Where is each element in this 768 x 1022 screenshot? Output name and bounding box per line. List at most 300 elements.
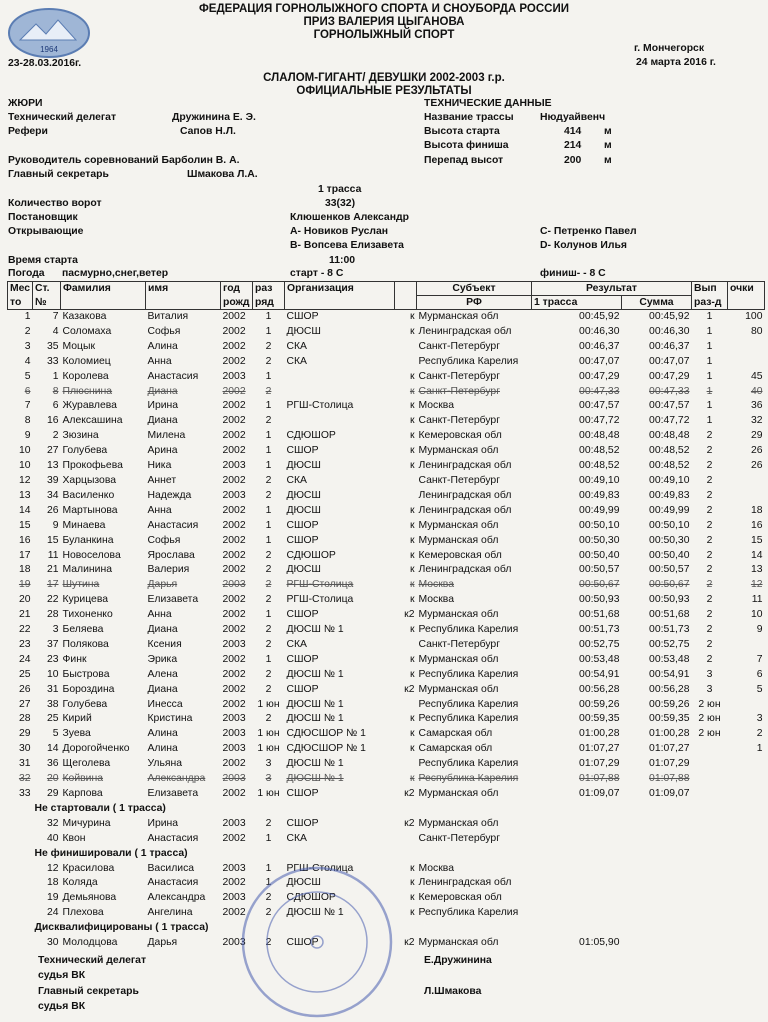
region: Ленинградская обл [418, 504, 512, 516]
total-time: 00:51,73 [649, 624, 690, 636]
birth-year: 2002 [222, 594, 246, 606]
vyp [692, 772, 728, 787]
col-rank: раз [253, 282, 285, 296]
points: 7 [756, 653, 763, 665]
first-name: Ангелина [147, 907, 193, 919]
region: Москва [418, 594, 454, 606]
points [728, 355, 765, 370]
result-row [8, 623, 765, 638]
run1-time: 01:09,07 [579, 788, 620, 799]
rank: 2 [265, 579, 272, 591]
logo-year: 1964 [40, 45, 58, 54]
total-time: 00:48,52 [649, 460, 690, 472]
surname: Журавлева [62, 400, 117, 412]
region: Санкт-Петербург [418, 474, 500, 486]
k-mark: к [409, 311, 415, 322]
surname: Казакова [62, 311, 107, 322]
place: 13 [18, 489, 31, 501]
total-time: 00:47,57 [649, 400, 690, 412]
course-value: Нюдуайвенч [540, 112, 606, 123]
total-time [622, 876, 692, 891]
organization: ДЮСШ [286, 877, 321, 889]
organization: СШОР [286, 937, 319, 949]
forerunner-c: С- Петренко Павел [540, 226, 637, 237]
header-sport: ГОРНОЛЫЖНЫЙ СПОРТ [313, 29, 455, 41]
vyp: 2 юн [698, 713, 721, 725]
header-federation: ФЕДЕРАЦИЯ ГОРНОЛЫЖНОГО СПОРТА И СНОУБОРДА РОССИИ [198, 3, 570, 15]
bib: 8 [52, 385, 59, 397]
points: 80 [750, 325, 763, 337]
forerunner-b: В- Вопсева Елизавета [290, 240, 404, 251]
surname: Коляда [62, 877, 98, 889]
footer-td-label: Технический делегат [38, 955, 147, 966]
tech-title: ТЕХНИЧЕСКИЕ ДАННЫЕ [424, 98, 552, 109]
birth-year: 2003 [222, 713, 246, 725]
place: 2 [24, 325, 31, 337]
place: 23 [18, 638, 31, 650]
points: 26 [750, 445, 763, 457]
k-mark: к [409, 579, 415, 591]
run1-time: 00:50,57 [579, 564, 620, 576]
result-row [8, 593, 765, 608]
vyp [692, 742, 728, 757]
vyp: 1 [706, 311, 713, 322]
place: 9 [24, 430, 31, 442]
k-mark [395, 355, 417, 370]
surname: Новоселова [62, 549, 121, 561]
bib: 35 [46, 340, 59, 352]
weather-label: Погода [8, 268, 45, 279]
finish-alt-value: 214 [564, 140, 582, 151]
run1-time: 00:50,10 [579, 519, 620, 531]
place [8, 906, 33, 921]
surname: Дорогойченко [62, 743, 130, 755]
organization [285, 385, 395, 400]
result-row [8, 757, 765, 772]
col-vyp-2: раз-д [692, 296, 728, 310]
rank: 2 [265, 817, 272, 829]
result-row [8, 549, 765, 564]
points [728, 862, 765, 877]
points [728, 906, 765, 921]
place: 31 [18, 758, 31, 770]
points [728, 817, 765, 832]
points [728, 832, 765, 847]
rank: 2 [265, 892, 272, 904]
run1-time: 00:49,10 [579, 474, 620, 486]
bib: 39 [46, 474, 59, 486]
organization: СКА [286, 474, 307, 486]
footer-sec-label: Главный секретарь [38, 986, 139, 997]
birth-year: 2003 [222, 862, 246, 874]
organization: ДЮСШ [286, 564, 321, 576]
bib: 31 [46, 683, 59, 695]
rank: 2 [265, 907, 272, 919]
event-date: 24 марта 2016 г. [636, 57, 716, 68]
unit-m: м [604, 126, 612, 137]
total-time: 00:49,99 [649, 504, 690, 516]
rank: 1 [265, 504, 272, 516]
first-name: Елизавета [147, 788, 199, 799]
k-mark: к [409, 445, 415, 457]
organization: СШОР [286, 653, 319, 665]
region: Кемеровская обл [418, 892, 502, 904]
vyp [692, 862, 728, 877]
birth-year: 2002 [222, 683, 246, 695]
surname: Прокофьева [62, 460, 123, 472]
k-mark: к [409, 713, 415, 725]
rank: 1 [265, 311, 272, 322]
run1-time: 00:52,75 [579, 638, 620, 650]
organization: ДЮСШ № 1 [286, 668, 344, 680]
place: 29 [18, 728, 31, 740]
k-mark: к [409, 460, 415, 472]
total-time [622, 906, 692, 921]
points: 40 [750, 385, 763, 397]
rank: 2 [265, 564, 272, 576]
first-name: Эрика [147, 653, 178, 665]
run1-time: 00:51,73 [579, 624, 620, 636]
bib: 24 [46, 907, 59, 919]
region: Республика Карелия [418, 624, 519, 636]
surname: Зюзина [62, 430, 99, 442]
surname: Мичурина [62, 817, 111, 829]
birth-year: 2002 [222, 415, 246, 427]
bib: 11 [47, 549, 59, 561]
birth-year: 2002 [222, 668, 246, 680]
col-k-2 [395, 296, 417, 310]
points: 6 [756, 668, 763, 680]
region: Республика Карелия [418, 758, 519, 770]
col-rank-2: ряд [253, 296, 285, 310]
birth-year: 2002 [222, 907, 246, 919]
region: Республика Карелия [418, 698, 519, 710]
run1-time: 00:48,48 [579, 430, 620, 442]
col-vyp: Вып [692, 282, 728, 296]
spacer [8, 847, 33, 862]
organization: СШОР [286, 445, 319, 457]
vyp [692, 832, 728, 847]
vyp: 2 [706, 609, 713, 621]
first-name: Анна [147, 355, 172, 367]
surname: Харцызова [62, 474, 117, 486]
place: 16 [18, 534, 31, 546]
points [728, 876, 765, 891]
run1-time [532, 891, 622, 906]
bib: 33 [46, 355, 59, 367]
rank: 2 [265, 355, 272, 367]
surname: Кирий [62, 713, 92, 725]
k-mark [395, 757, 417, 772]
col-result: Результат [532, 282, 692, 296]
run1-time: 00:47,33 [579, 385, 620, 397]
region: Кемеровская обл [418, 549, 502, 561]
points: 14 [750, 549, 763, 561]
total-time: 00:48,48 [649, 430, 690, 442]
rank: 1 юн [257, 698, 280, 710]
total-time: 00:50,30 [649, 534, 690, 546]
birth-year: 2003 [222, 773, 246, 785]
organization: ДЮСШ № 1 [286, 773, 344, 785]
run1-time: 01:00,28 [579, 728, 620, 740]
section-title: Не финишировали ( 1 трасса) [34, 847, 188, 859]
organization: ДЮСШ [286, 504, 321, 516]
points [728, 772, 765, 787]
run1-time: 00:49,99 [579, 504, 620, 516]
bib: 9 [52, 519, 59, 531]
total-time [622, 817, 692, 832]
surname: Минаева [62, 519, 106, 531]
points: 12 [750, 579, 763, 591]
total-time: 00:59,35 [649, 713, 690, 725]
surname: Зуева [62, 728, 91, 740]
rank: 1 [265, 460, 272, 472]
vyp: 3 [706, 668, 713, 680]
place: 24 [18, 653, 31, 665]
surname: Мартынова [62, 504, 118, 516]
place: 27 [18, 698, 31, 710]
bib: 5 [52, 728, 59, 740]
k-mark: к [409, 743, 415, 755]
organization: РГШ-Столица [286, 400, 354, 412]
first-name: Ксения [147, 638, 182, 650]
first-name: Валерия [147, 564, 190, 576]
place [8, 832, 33, 847]
run-number: 1 трасса [318, 184, 362, 195]
total-time: 00:46,30 [649, 325, 690, 337]
first-name: Аннет [147, 474, 177, 486]
organization: СШОР [286, 534, 319, 546]
rank: 2 [265, 474, 272, 486]
referee-label: Рефери [8, 126, 48, 137]
vyp: 2 [706, 579, 713, 591]
k-mark: к [409, 534, 415, 546]
rank: 2 [265, 415, 272, 427]
birth-year: 2002 [222, 355, 246, 367]
rank: 2 [265, 624, 272, 636]
rank: 1 [265, 534, 272, 546]
place: 5 [24, 370, 31, 382]
k-mark [395, 638, 417, 653]
total-time: 00:47,33 [649, 385, 690, 397]
region: Санкт-Петербург [418, 415, 500, 427]
result-row [8, 355, 765, 370]
rank: 2 [265, 937, 272, 949]
place: 26 [18, 683, 31, 695]
place: 20 [18, 594, 31, 606]
organization [285, 370, 395, 385]
result-row [8, 563, 765, 578]
organization: СКА [286, 638, 307, 650]
region: Ленинградская обл [418, 877, 512, 889]
place: 1 [24, 311, 31, 322]
first-name: Арина [147, 445, 178, 457]
first-name: Ульяна [147, 758, 183, 770]
region: Ленинградская обл [418, 325, 512, 337]
region: Мурманская обл [418, 445, 499, 457]
points [728, 936, 765, 951]
birth-year: 2003 [222, 489, 246, 501]
surname: Голубева [62, 698, 108, 710]
bib: 21 [46, 564, 59, 576]
k-mark: к [409, 370, 415, 382]
first-name: Ника [147, 460, 172, 472]
vyp: 1 [706, 385, 713, 397]
vyp: 1 [706, 415, 713, 427]
run1-time: 01:05,90 [579, 937, 620, 949]
run1-time: 00:49,83 [579, 489, 620, 501]
vyp: 1 [706, 370, 713, 382]
race-director: Руководитель соревнований Барболин В. А. [8, 155, 240, 166]
run1-time: 00:50,67 [579, 579, 620, 591]
first-name: Софья [147, 534, 181, 546]
result-row [8, 370, 765, 385]
birth-year: 2002 [222, 311, 246, 322]
organization: СДЮШОР [286, 892, 336, 904]
result-row [8, 519, 765, 534]
k-mark: к [409, 907, 415, 919]
rank: 1 [265, 609, 272, 621]
organization: СКА [286, 832, 307, 844]
surname: Плехова [62, 907, 104, 919]
dns-row [8, 817, 765, 832]
result-row [8, 638, 765, 653]
result-row [8, 340, 765, 355]
total-time [622, 862, 692, 877]
vyp: 2 [706, 519, 713, 531]
points: 32 [750, 415, 763, 427]
first-name: Дарья [147, 579, 178, 591]
place: 10 [18, 460, 31, 472]
vyp [692, 787, 728, 802]
finish-alt-label: Высота финиша [424, 140, 509, 151]
first-name: Алина [147, 728, 178, 740]
vyp: 2 [706, 474, 713, 486]
first-name: Алина [147, 340, 178, 352]
birth-year: 2002 [222, 519, 246, 531]
region: Самарская обл [418, 743, 493, 755]
result-row [8, 727, 765, 742]
place: 33 [18, 788, 31, 799]
surname: Квон [62, 832, 86, 844]
bib: 13 [46, 460, 59, 472]
k-mark [395, 832, 417, 847]
k-mark: к [409, 325, 415, 337]
organization [285, 414, 395, 429]
run1-time: 00:48,52 [579, 460, 620, 472]
rank: 1 юн [257, 743, 280, 755]
birth-year: 2002 [222, 474, 246, 486]
bib: 20 [46, 773, 59, 785]
place: 6 [24, 385, 31, 397]
place: 28 [18, 713, 31, 725]
total-time: 00:49,10 [649, 474, 690, 486]
surname: Алексашина [62, 415, 123, 427]
run1-time: 00:47,72 [579, 415, 620, 427]
place: 15 [18, 519, 31, 531]
place: 8 [24, 415, 31, 427]
bib: 17 [46, 579, 59, 591]
organization: РГШ-Столица [286, 862, 354, 874]
region: Республика Карелия [418, 668, 519, 680]
rank: 3 [265, 758, 272, 770]
total-time [622, 936, 692, 951]
run1-time: 00:54,91 [579, 668, 620, 680]
k-mark: к [409, 400, 415, 412]
vyp [692, 757, 728, 772]
k-mark: к [409, 862, 415, 874]
vyp: 2 [706, 624, 713, 636]
region: Мурманская обл [418, 534, 499, 546]
organization: СШОР [286, 311, 319, 322]
vyp: 2 [706, 653, 713, 665]
points: 100 [745, 311, 763, 322]
vyp [692, 936, 728, 951]
first-name: Кристина [147, 713, 193, 725]
section-title: Дисквалифицированы ( 1 трасса) [34, 922, 209, 934]
total-time: 00:45,92 [649, 311, 690, 322]
region: Санкт-Петербург [418, 832, 500, 844]
k-mark: к [409, 564, 415, 576]
first-name: Анастасия [147, 519, 199, 531]
first-name: Милена [147, 430, 186, 442]
first-name: Ярослава [147, 549, 195, 561]
footer-td-name: Е.Дружинина [424, 955, 492, 966]
footer-td-role: судья ВК [38, 970, 86, 981]
gates-value: 33(32) [325, 198, 356, 209]
organization: СДЮСШОР № 1 [286, 728, 366, 740]
rank: 1 юн [257, 788, 280, 799]
points [728, 891, 765, 906]
first-name: Виталия [147, 311, 189, 322]
place: 17 [18, 549, 31, 561]
run1-time [532, 862, 622, 877]
k-mark: к2 [404, 937, 415, 949]
run1-time [532, 832, 622, 847]
surname: Тихоненко [62, 609, 113, 621]
results-table [7, 281, 765, 951]
total-time: 01:07,27 [649, 743, 690, 755]
first-name: Анастасия [147, 877, 199, 889]
footer-sec-name: Л.Шмакова [424, 986, 482, 997]
points [728, 474, 765, 489]
results-body [8, 310, 765, 951]
organization: ДЮСШ [286, 460, 321, 472]
vyp [692, 891, 728, 906]
region: Москва [418, 862, 454, 874]
organization: ДЮСШ № 1 [286, 907, 344, 919]
rank: 1 [265, 653, 272, 665]
k-mark: к [409, 519, 415, 531]
col-name-2 [146, 296, 221, 310]
rank: 1 [265, 325, 272, 337]
bib: 3 [52, 624, 59, 636]
event-city: г. Мончегорск [634, 43, 705, 54]
organization: ДЮСШ № 1 [286, 624, 344, 636]
course-label: Название трассы [424, 112, 514, 123]
bib: 7 [52, 311, 59, 322]
weather-value: пасмурно,снег,ветер [62, 268, 169, 279]
organization: СДЮШОР [286, 430, 336, 442]
bib: 14 [46, 743, 59, 755]
run1-time: 00:50,30 [579, 534, 620, 546]
run1-time [532, 817, 622, 832]
points: 11 [751, 594, 763, 606]
bib: 26 [46, 504, 59, 516]
start-time-label: Время старта [8, 255, 78, 266]
unit-m: м [604, 140, 612, 151]
header-row-2 [8, 296, 765, 310]
